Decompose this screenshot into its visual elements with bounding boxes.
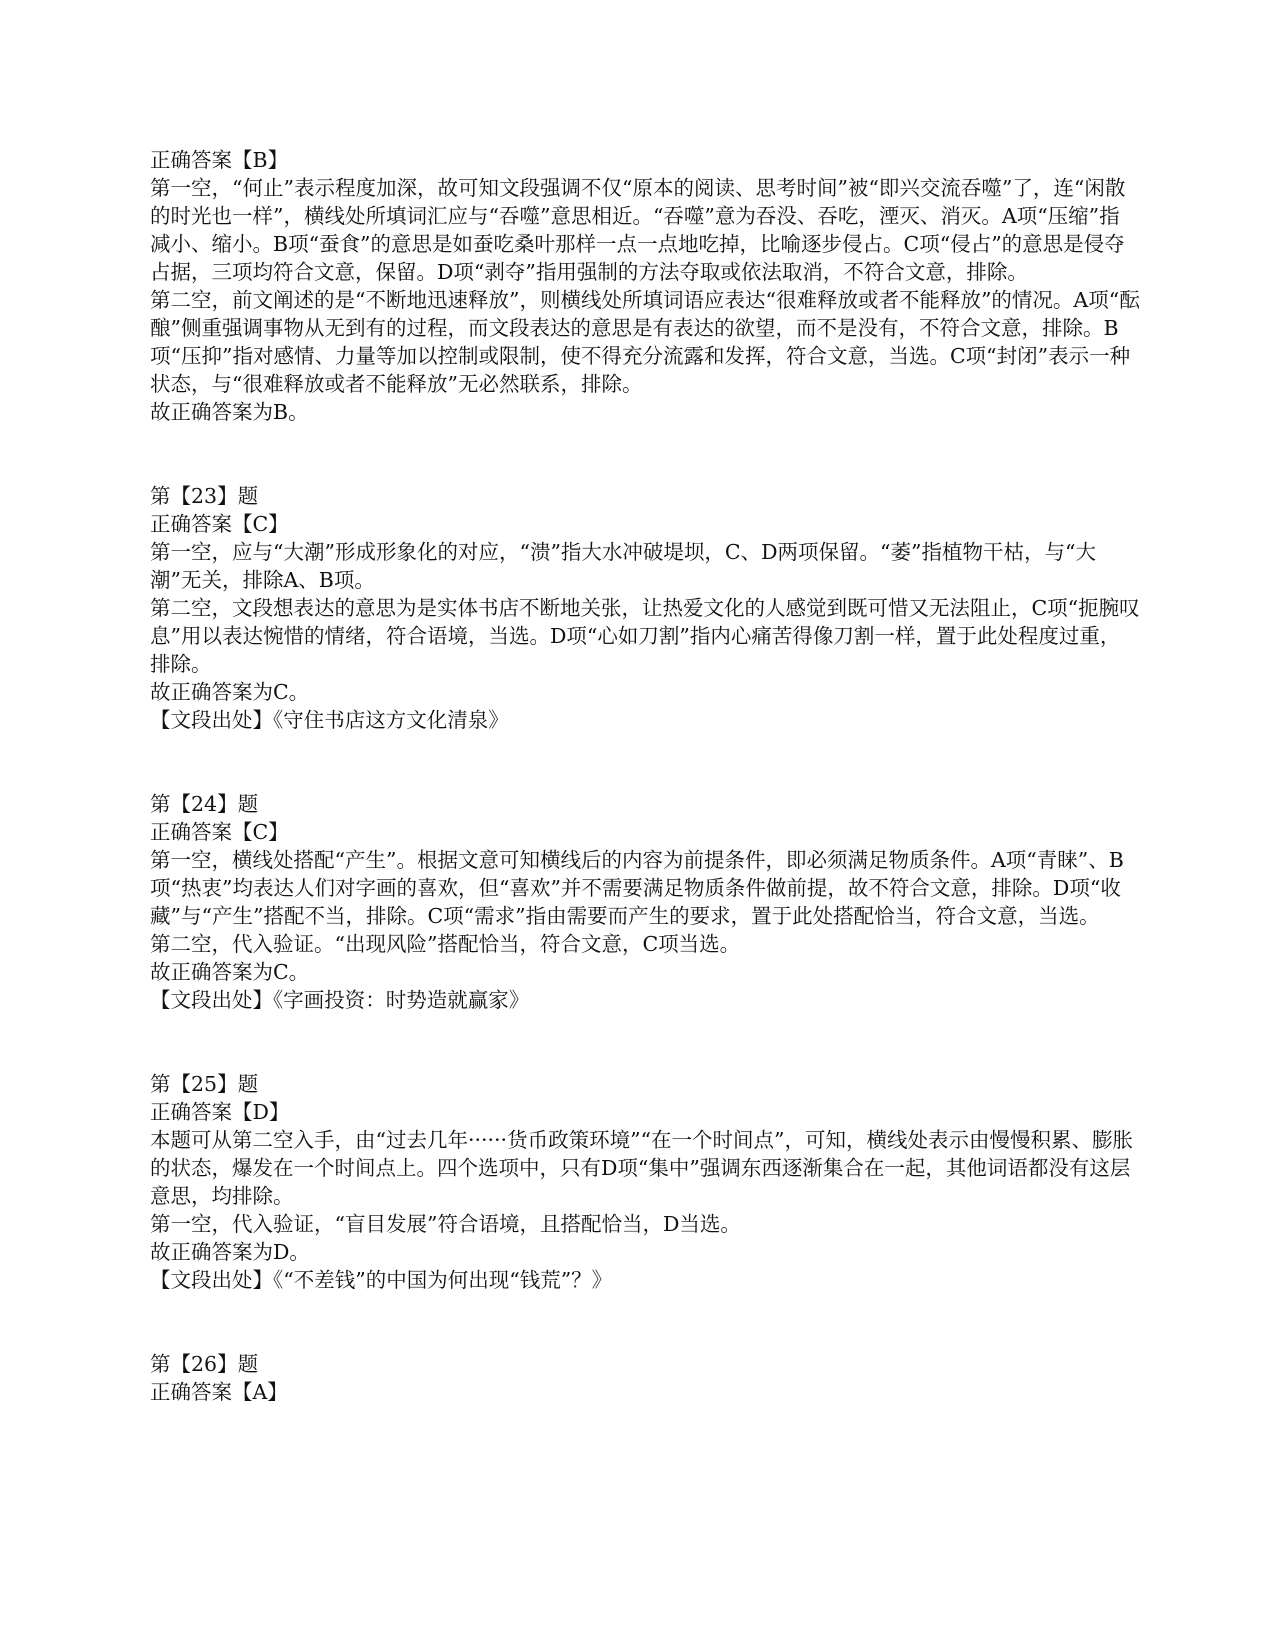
conclusion-line: 故正确答案为D。 [150, 1240, 310, 1264]
explanation-paragraph: 第二空，前文阐述的是“不断地迅速释放”，则横线处所填词语应表达“很难释放或者不能释放”的情况。A项“酝酿”侧重强调事物从无到有的过程，而文段表达的意思是有表达的欲望，而不是没有，不符合文意，排除。B项“压抑”指对感情、力量等加以控制或限制，使不得充分流露和发挥，符合文意，当选。C项“封闭”表示一种状态，与“很难释放或者不能释放”无必然联系，排除。 [150, 288, 1140, 396]
spacer [150, 1294, 1140, 1350]
spacer [150, 734, 1140, 790]
question-title: 第【23】题 [150, 484, 259, 508]
question-25-block [150, 1070, 1140, 1294]
answer-line: 正确答案【C】 [150, 512, 289, 536]
question-title: 第【25】题 [150, 1072, 259, 1096]
answer-line: 正确答案【D】 [150, 1100, 290, 1124]
question-23-block [150, 482, 1140, 734]
explanation-paragraph: 第二空，代入验证。“出现风险”搭配恰当，符合文意，C项当选。 [150, 932, 741, 956]
answer-line: 正确答案【B】 [150, 148, 289, 172]
conclusion-line: 故正确答案为C。 [150, 960, 310, 984]
source-line: 【文段出处】《“不差钱”的中国为何出现“钱荒”？》 [150, 1268, 613, 1292]
answer-line: 正确答案【A】 [150, 1380, 288, 1404]
question-title: 第【26】题 [150, 1352, 259, 1376]
conclusion-line: 故正确答案为B。 [150, 400, 309, 424]
conclusion-line: 故正确答案为C。 [150, 680, 310, 704]
question-24-block [150, 790, 1140, 1014]
explanation-paragraph: 本题可从第二空入手，由“过去几年······货币政策环境”“在一个时间点”，可知，横线处表示由慢慢积累、膨胀的状态，爆发在一个时间点上。四个选项中，只有D项“集中”强调东西逐渐集合在一起，其他词语都没有这层意思，均排除。 [150, 1128, 1134, 1208]
explanation-paragraph: 第一空，应与“大潮”形成形象化的对应，“溃”指大水冲破堤坝，C、D两项保留。“萎”指植物干枯，与“大潮”无关，排除A、B项。 [150, 540, 1096, 592]
document-page [150, 146, 1140, 1406]
answer-line: 正确答案【C】 [150, 820, 289, 844]
explanation-paragraph: 第一空，代入验证，“盲目发展”符合语境，且搭配恰当，D当选。 [150, 1212, 741, 1236]
explanation-paragraph: 第一空，“何止”表示程度加深，故可知文段强调不仅“原本的阅读、思考时间”被“即兴交流吞噬”了，连“闲散的时光也一样”，横线处所填词汇应与“吞噬”意思相近。“吞噬”意为吞没、吞吃，湮灭、消灭。A项“压缩”指减小、缩小。B项“蚕食”的意思是如蚕吃桑叶那样一点一点地吃掉，比喻逐步侵占。C项“侵占”的意思是侵夺占据，三项均符合文意，保留。D项“剥夺”指用强制的方法夺取或依法取消，不符合文意，排除。 [150, 176, 1126, 284]
explanation-paragraph: 第一空，横线处搭配“产生”。根据文意可知横线后的内容为前提条件，即必须满足物质条件。A项“青睐”、B项“热衷”均表达人们对字画的喜欢，但“喜欢”并不需要满足物质条件做前提，故不符合文意，排除。D项“收藏”与“产生”搭配不当，排除。C项“需求”指由需要而产生的要求，置于此处搭配恰当，符合文意，当选。 [150, 848, 1124, 928]
question-title: 第【24】题 [150, 792, 259, 816]
question-26-block [150, 1350, 1140, 1406]
spacer [150, 426, 1140, 482]
spacer [150, 1014, 1140, 1070]
explanation-paragraph: 第二空，文段想表达的意思为是实体书店不断地关张，让热爱文化的人感觉到既可惜又无法阻止，C项“扼腕叹息”用以表达惋惜的情绪，符合语境，当选。D项“心如刀割”指内心痛苦得像刀割一样，置于此处程度过重，排除。 [150, 596, 1140, 676]
source-line: 【文段出处】《字画投资：时势造就赢家》 [150, 988, 530, 1012]
source-line: 【文段出处】《守住书店这方文化清泉》 [150, 708, 509, 732]
question-22-block [150, 146, 1140, 426]
